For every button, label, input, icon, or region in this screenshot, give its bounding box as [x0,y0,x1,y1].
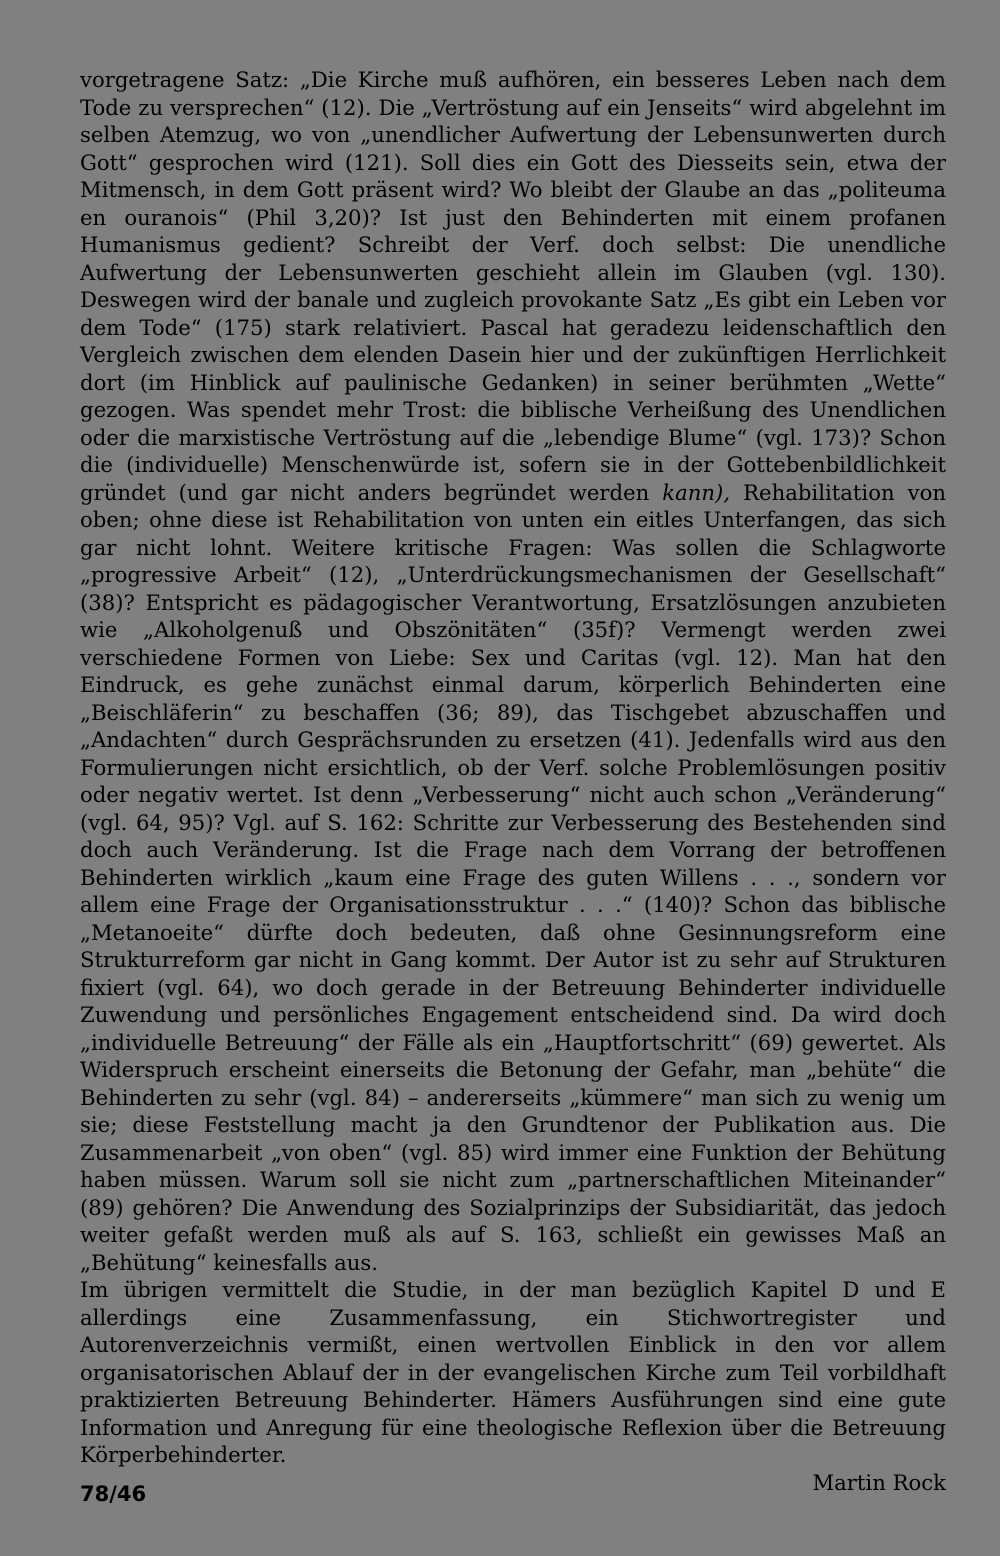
critique-text-part-1: vorgetragene Satz: „Die Kirche muß aufhören, ein besseres Leben nach dem Tode zu versprechen“ (12). Die „Vertröstung auf ein Jenseits“ wird abgelehnt im selben Atemzug, wo von „unendlicher Aufwertung der Lebensunwerten durch Gott“ gesprochen wird (121). Soll dies ein Gott des Diesseits sein, etwa der Mitmensch, in dem Gott präsent wird? Wo bleibt der Glaube an das „politeuma en ouranois“ (Phil 3,20)? Ist just den Behinderten mit einem profanen Humanismus gedient? Schreibt der Verf. doch selbst: Die unendliche Aufwertung der Lebensunwerten geschieht allein im Glauben (vgl. 130). Deswegen wird der banale und zugleich provokante Satz „Es gibt ein Leben vor dem Tode“ (175) stark relativiert. Pascal hat geradezu leidenschaftlich den Vergleich zwischen dem elenden Dasein hier und der zukünftigen Herrlichkeit dort (im Hinblick auf paulinische Gedanken) in seiner berühmten „Wette“ gezogen. Was spendet mehr Trost: die biblische Verheißung des Unendlichen oder die marxistische Vertröstung auf die „lebendige Blume“ (vgl. 173)? Schon die (individuelle) Menschenwürde ist, sofern sie in der Gottebenbildlichkeit gründet (und gar nicht anders begründet werden [80,67,946,505]
review-paragraph-conclusion: Im übrigen vermittelt die Studie, in der man bezüglich Kapitel D und E allerdings eine Zusammenfassung, ein Stichwortregister und Autorenverzeichnis vermißt, einen wertvollen Einblick in den vor allem organisatorischen Ablauf der in der evangelischen Kirche zum Teil vorbildhaft praktizierten Betreuung Behinderter. Hämers Ausführungen sind eine gute Information und Anregung für eine theologische Reflexion über die Betreuung Körperbehinderter. [80,1277,946,1467]
critique-text-part-2: Rehabilitation von oben; ohne diese ist Rehabilitation von unten ein eitles Unterfangen, das sich gar nicht lohnt. Weitere kritische Fragen: Was sollen die Schlagworte „progressive Arbeit“ (12), „Unterdrückungsmechanismen der Gesellschaft“ (38)? Entspricht es pädagogischer Verantwortung, Ersatzlösungen anzubieten wie „Alkoholgenuß und Obszönitäten“ (35f)? Vermengt werden zwei verschiedene Formen von Liebe: Sex und Caritas (vgl. 12). Man hat den Eindruck, es gehe zunächst einmal darum, körperlich Behinderten eine „Beischläferin“ zu beschaffen (36; 89), das Tischgebet abzuschaffen und „Andachten“ durch Gesprächsrunden zu ersetzen (41). Jedenfalls wird aus den Formulierungen nicht ersichtlich, ob der Verf. solche Problemlösungen positiv oder negativ wertet. Ist denn „Verbesserung“ nicht auch schon „Veränderung“ (vgl. 64, 95)? Vgl. auf S. 162: Schritte zur Verbesserung des Bestehenden sind doch auch Veränderung. Ist die Frage nach dem Vorrang der betroffenen Behinderten wirklich „kaum eine Frage des guten Willens . . ., sondern vor allem eine Frage der Organisationsstruktur . . .“ (140)? Schon das biblische „Metanoeite“ dürfte doch bedeuten, daß ohne Gesinnungsreform eine Strukturreform gar nicht in Gang kommt. Der Autor ist zu sehr auf Strukturen fixiert (vgl. 64), wo doch gerade in der Betreuung Behinderter individuelle Zuwendung und persönliches Engagement entscheidend sind. Da wird doch „individuelle Betreuung“ der Fälle als ein „Hauptfortschritt“ (69) gewertet. Als Widerspruch erscheint einerseits die Betonung der Gefahr, man „behüte“ die Behinderten zu sehr (vgl. 84) – andererseits „kümmere“ man sich zu wenig um sie; diese Feststellung macht ja den Grundtenor der Publikation aus. Die Zusammenarbeit „von oben“ (vgl. 85) wird immer eine Funktion der Behütung haben müssen. Warum soll sie nicht zum „partnerschaftlichen Miteinander“ (89) gehören? Die Anwendung des Sozialprinzips der Subsidiarität, das jedoch weiter gefaßt werden muß als auf S. 163, schließt ein gewisses Maß an „Behütung“ keinesfalls aus. [80,479,946,1275]
critique-italic-word: kann), [662,479,731,505]
review-paragraph-critique [80,66,946,1276]
review-author-signature: Martin Rock [812,1469,946,1495]
review-text-block [80,66,946,1496]
page-number: 78/46 [80,1482,147,1506]
